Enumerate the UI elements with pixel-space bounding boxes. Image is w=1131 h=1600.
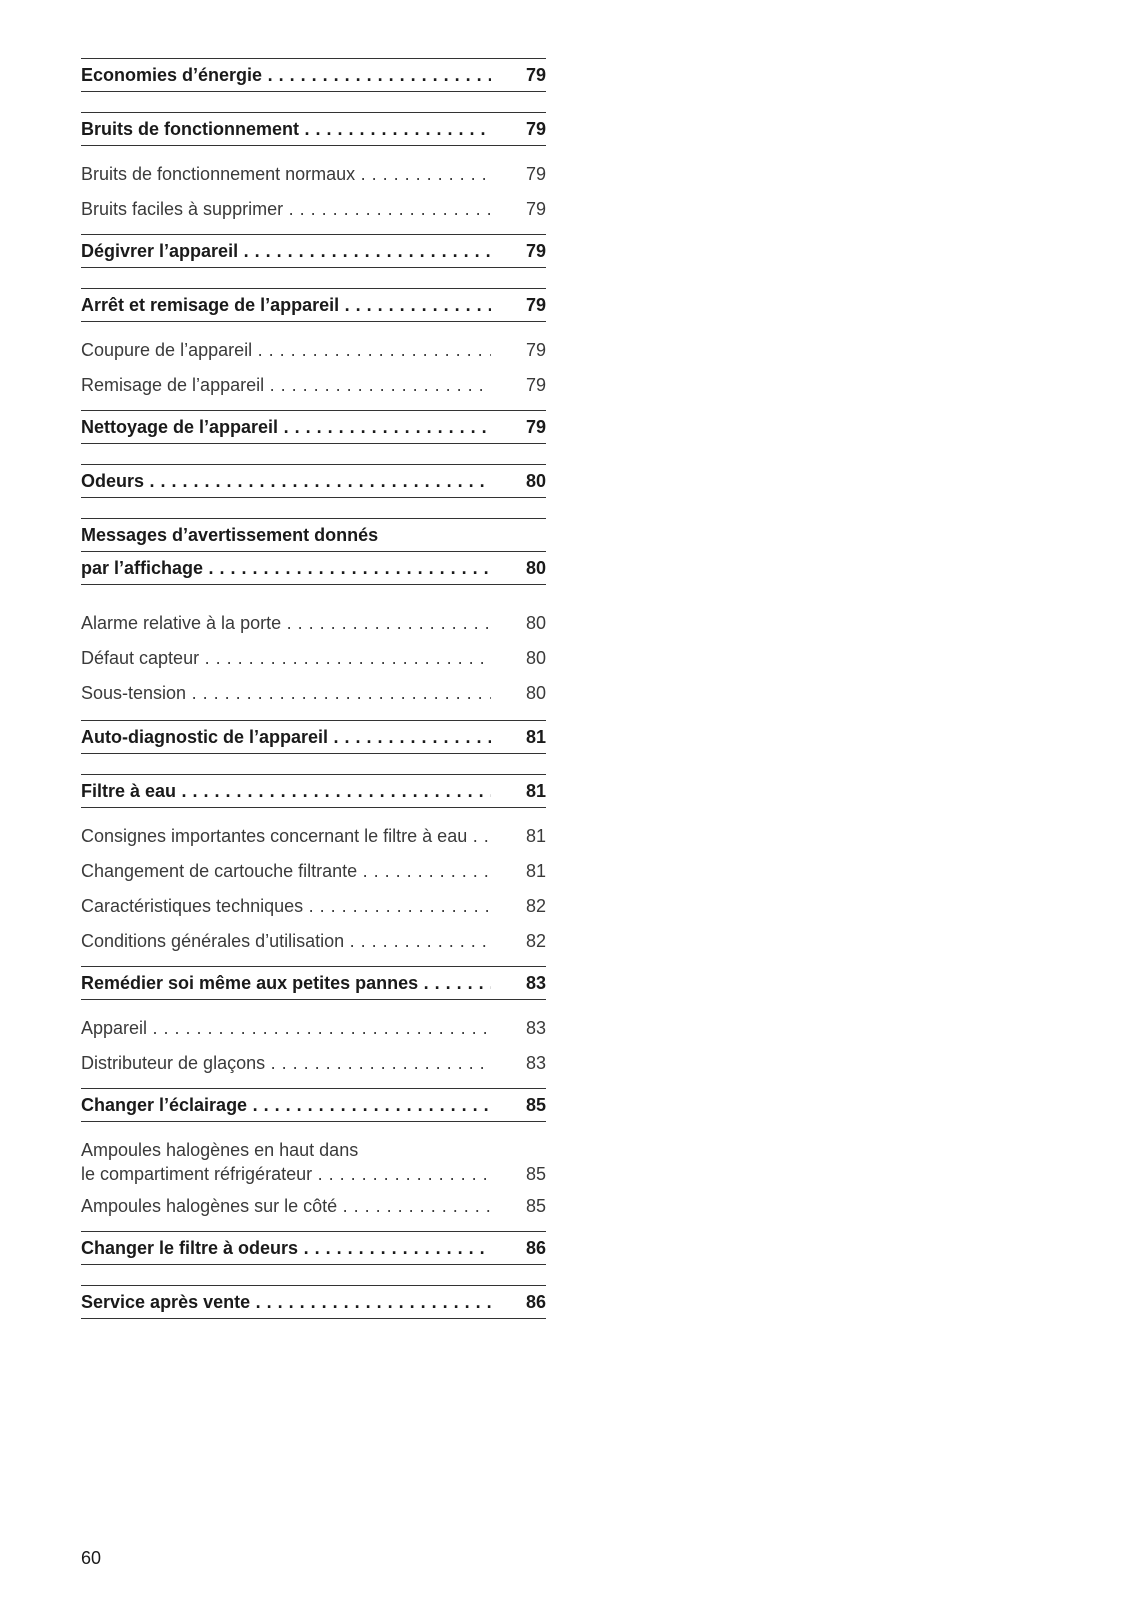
toc-entry-changer-eclairage[interactable] (81, 1088, 546, 1122)
toc-subentry-label: Alarme relative à la porte . . . (81, 613, 491, 634)
toc-entry-arret-remisage[interactable] (81, 288, 546, 322)
toc-subentry-label: Coupure de l’appareil . . . (81, 340, 491, 361)
toc-subentry-label: Consignes importantes concernant le filtre à eau . . . (81, 826, 491, 847)
toc-entry-label: Changer le filtre à odeurs . . . (81, 1238, 491, 1259)
table-of-contents (81, 58, 546, 1319)
toc-subentry-page: 82 (525, 931, 546, 951)
toc-entry-label: Filtre à eau . . . (81, 781, 491, 802)
toc-subentry-label: Appareil . . . (81, 1018, 491, 1039)
toc-subentry-page: 83 (525, 1053, 546, 1073)
toc-subentry-coupure[interactable] (81, 334, 546, 369)
toc-subentry-label: Distributeur de glaçons . . . (81, 1053, 491, 1074)
toc-entry-label: Economies d’énergie . . . (81, 65, 491, 86)
toc-entry-label: Remédier soi même aux petites pannes . . . (81, 973, 491, 994)
toc-entry-page: 79 (525, 119, 546, 139)
toc-subentry-label-line2: le compartiment réfrigérateur . . . (81, 1164, 491, 1185)
toc-entry-label: Nettoyage de l’appareil . . . (81, 417, 491, 438)
toc-subentry-page: 79 (525, 340, 546, 360)
toc-entry-page: 80 (525, 558, 546, 578)
toc-entry-label: Dégivrer l’appareil . . . (81, 241, 491, 262)
toc-subentry-page: 79 (525, 375, 546, 395)
toc-subentry-page: 80 (525, 683, 546, 703)
toc-subentry-label: Bruits faciles à supprimer . . . (81, 199, 491, 220)
toc-entry-label-line1: Messages d’avertissement donnés (81, 525, 379, 545)
toc-entry-label: Auto-diagnostic de l’appareil . . . (81, 727, 491, 748)
toc-subentry-ampoules-haut[interactable] (81, 1134, 546, 1190)
toc-subentry-page: 79 (525, 164, 546, 184)
toc-entry-label: Changer l’éclairage . . . (81, 1095, 491, 1116)
toc-subentry-remisage[interactable] (81, 369, 546, 404)
toc-subentry-caracteristiques[interactable] (81, 890, 546, 925)
toc-subentry-appareil[interactable] (81, 1012, 546, 1047)
toc-subentry-page: 80 (525, 613, 546, 633)
toc-entry-messages-avertissement[interactable] (81, 518, 546, 585)
toc-subentry-label-line1: Ampoules halogènes en haut dans (81, 1140, 359, 1160)
toc-subentry-page: 80 (525, 648, 546, 668)
toc-subentry-label: Conditions générales d’utilisation . . . (81, 931, 491, 952)
toc-subentry-label: Changement de cartouche filtrante . . . (81, 861, 491, 882)
toc-subentry-page: 82 (525, 896, 546, 916)
toc-subentry-ampoules-cote[interactable] (81, 1190, 546, 1225)
toc-entry-page: 79 (525, 417, 546, 437)
toc-entry-economies-energie[interactable] (81, 58, 546, 92)
toc-subentry-page: 81 (525, 826, 546, 846)
toc-subentry-label: Défaut capteur . . . (81, 648, 491, 669)
toc-subentry-conditions[interactable] (81, 925, 546, 960)
toc-subentry-label: Caractéristiques techniques . . . (81, 896, 491, 917)
toc-entry-label: Service après vente . . . (81, 1292, 491, 1313)
toc-subentry-page: 79 (525, 199, 546, 219)
toc-subentry-label: Remisage de l’appareil . . . (81, 375, 491, 396)
toc-subentry-page: 85 (525, 1164, 546, 1184)
toc-entry-label: Bruits de fonctionnement . . . (81, 119, 491, 140)
toc-entry-service-apres-vente[interactable] (81, 1285, 546, 1319)
toc-entry-filtre-eau[interactable] (81, 774, 546, 808)
toc-subentry-consignes-filtre[interactable] (81, 820, 546, 855)
toc-entry-label-line2: par l’affichage . . . (81, 558, 491, 579)
toc-subentry-page: 83 (525, 1018, 546, 1038)
toc-entry-page: 80 (525, 471, 546, 491)
toc-entry-page: 86 (525, 1238, 546, 1258)
toc-entry-degivrer[interactable] (81, 234, 546, 268)
toc-subentry-distributeur-glacons[interactable] (81, 1047, 546, 1082)
toc-entry-page: 79 (525, 65, 546, 85)
toc-entry-page: 81 (525, 781, 546, 801)
toc-subentry-page: 85 (525, 1196, 546, 1216)
toc-entry-remedier-pannes[interactable] (81, 966, 546, 1000)
toc-subentry-bruits-normaux[interactable] (81, 158, 546, 193)
toc-entry-page: 85 (525, 1095, 546, 1115)
toc-subentry-bruits-faciles[interactable] (81, 193, 546, 228)
toc-subentry-label: Ampoules halogènes sur le côté . . . (81, 1196, 491, 1217)
toc-subentry-alarme-porte[interactable] (81, 607, 546, 642)
toc-entry-page: 83 (525, 973, 546, 993)
toc-entry-page: 79 (525, 241, 546, 261)
toc-subentry-defaut-capteur[interactable] (81, 642, 546, 677)
toc-entry-filtre-odeurs[interactable] (81, 1231, 546, 1265)
page-number: 60 (81, 1548, 102, 1568)
toc-entry-bruits-fonctionnement[interactable] (81, 112, 546, 146)
toc-entry-odeurs[interactable] (81, 464, 546, 498)
toc-entry-label: Odeurs . . . (81, 471, 491, 492)
toc-subentry-page: 81 (525, 861, 546, 881)
toc-entry-auto-diagnostic[interactable] (81, 720, 546, 754)
toc-entry-nettoyage[interactable] (81, 410, 546, 444)
toc-entry-label: Arrêt et remisage de l’appareil . . . (81, 295, 491, 316)
toc-subentry-label: Bruits de fonctionnement normaux . . . (81, 164, 491, 185)
toc-entry-page: 81 (525, 727, 546, 747)
toc-subentry-label: Sous-tension . . . (81, 683, 491, 704)
toc-subentry-sous-tension[interactable] (81, 677, 546, 712)
toc-subentry-changement-cartouche[interactable] (81, 855, 546, 890)
toc-entry-page: 79 (525, 295, 546, 315)
toc-entry-page: 86 (525, 1292, 546, 1312)
